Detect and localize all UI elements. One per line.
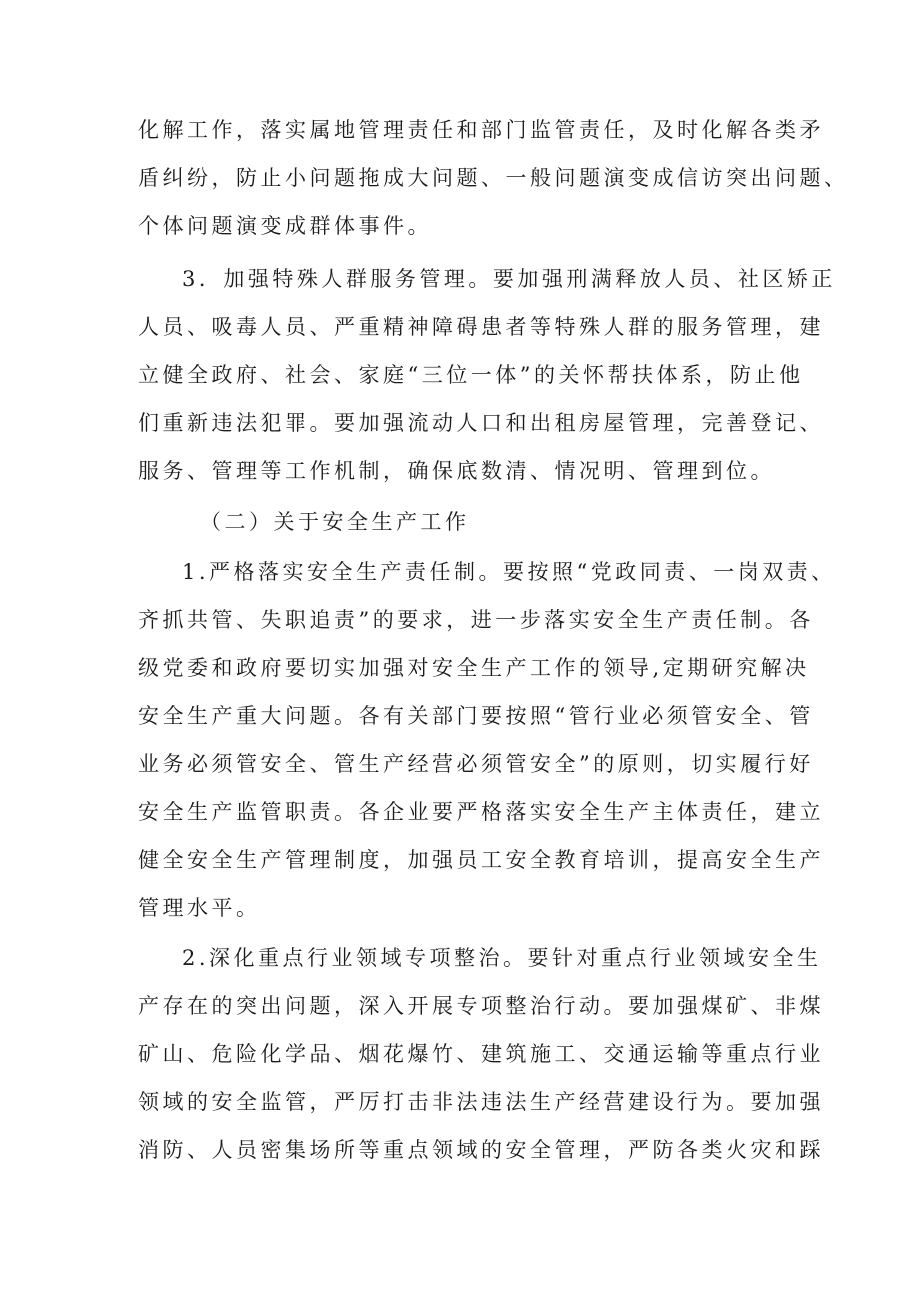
text-line-22: 消防、人员密集场所等重点领域的安全管理，严防各类火灾和踩 xyxy=(138,1138,824,1162)
text-line-11: 齐抓共管、失职追责”的要求，进一步落实安全生产责任制。各 xyxy=(138,608,814,632)
text-line-5: 人员、吸毒人员、严重精神障碍患者等特殊人群的服务管理，建 xyxy=(138,315,824,339)
text-line-1: 化解工作，落实属地管理责任和部门监管责任，及时化解各类矛 xyxy=(138,118,824,142)
text-line-3: 个体问题演变成群体事件。 xyxy=(138,214,432,238)
text-line-2: 盾纠纷，防止小问题拖成大问题、一般问题演变成信访突出问题、 xyxy=(138,166,849,190)
text-line-6: 立健全政府、社会、家庭“三位一体”的关怀帮扶体系，防止他 xyxy=(138,363,804,387)
text-line-13: 安全生产重大问题。各有关部门要按照“管行业必须管安全、管 xyxy=(138,704,814,728)
text-line-19: 产存在的突出问题，深入开展专项整治行动。要加强煤矿、非煤 xyxy=(138,994,824,1018)
text-line-17: 管理水平。 xyxy=(138,896,261,920)
text-line-21: 领域的安全监管，严厉打击非法违法生产经营建设行为。要加强 xyxy=(138,1090,824,1114)
text-line-8: 服务、管理等工作机制，确保底数清、情况明、管理到位。 xyxy=(138,459,775,483)
text-line-7: 们重新违法犯罪。要加强流动人口和出租房屋管理，完善登记、 xyxy=(138,411,824,435)
section-heading: （二）关于安全生产工作 xyxy=(200,510,470,534)
text-line-4: 3．加强特殊人群服务管理。要加强刑满释放人员、社区矫正 xyxy=(182,267,836,291)
text-line-12: 级党委和政府要切实加强对安全生产工作的领导,定期研究解决 xyxy=(138,656,810,680)
text-line-20: 矿山、危险化学品、烟花爆竹、建筑施工、交通运输等重点行业 xyxy=(138,1042,824,1066)
text-line-14: 业务必须管安全、管生产经营必须管安全”的原则，切实履行好 xyxy=(138,752,814,776)
text-line-10: 1.严格落实安全生产责任制。要按照“党政同责、一岗双责、 xyxy=(182,560,836,584)
text-line-16: 健全安全生产管理制度，加强员工安全教育培训，提高安全生产 xyxy=(138,848,824,872)
text-line-15: 安全生产监管职责。各企业要严格落实安全生产主体责任，建立 xyxy=(138,800,824,824)
text-line-18: 2.深化重点行业领域专项整治。要针对重点行业领域安全生 xyxy=(182,946,822,970)
